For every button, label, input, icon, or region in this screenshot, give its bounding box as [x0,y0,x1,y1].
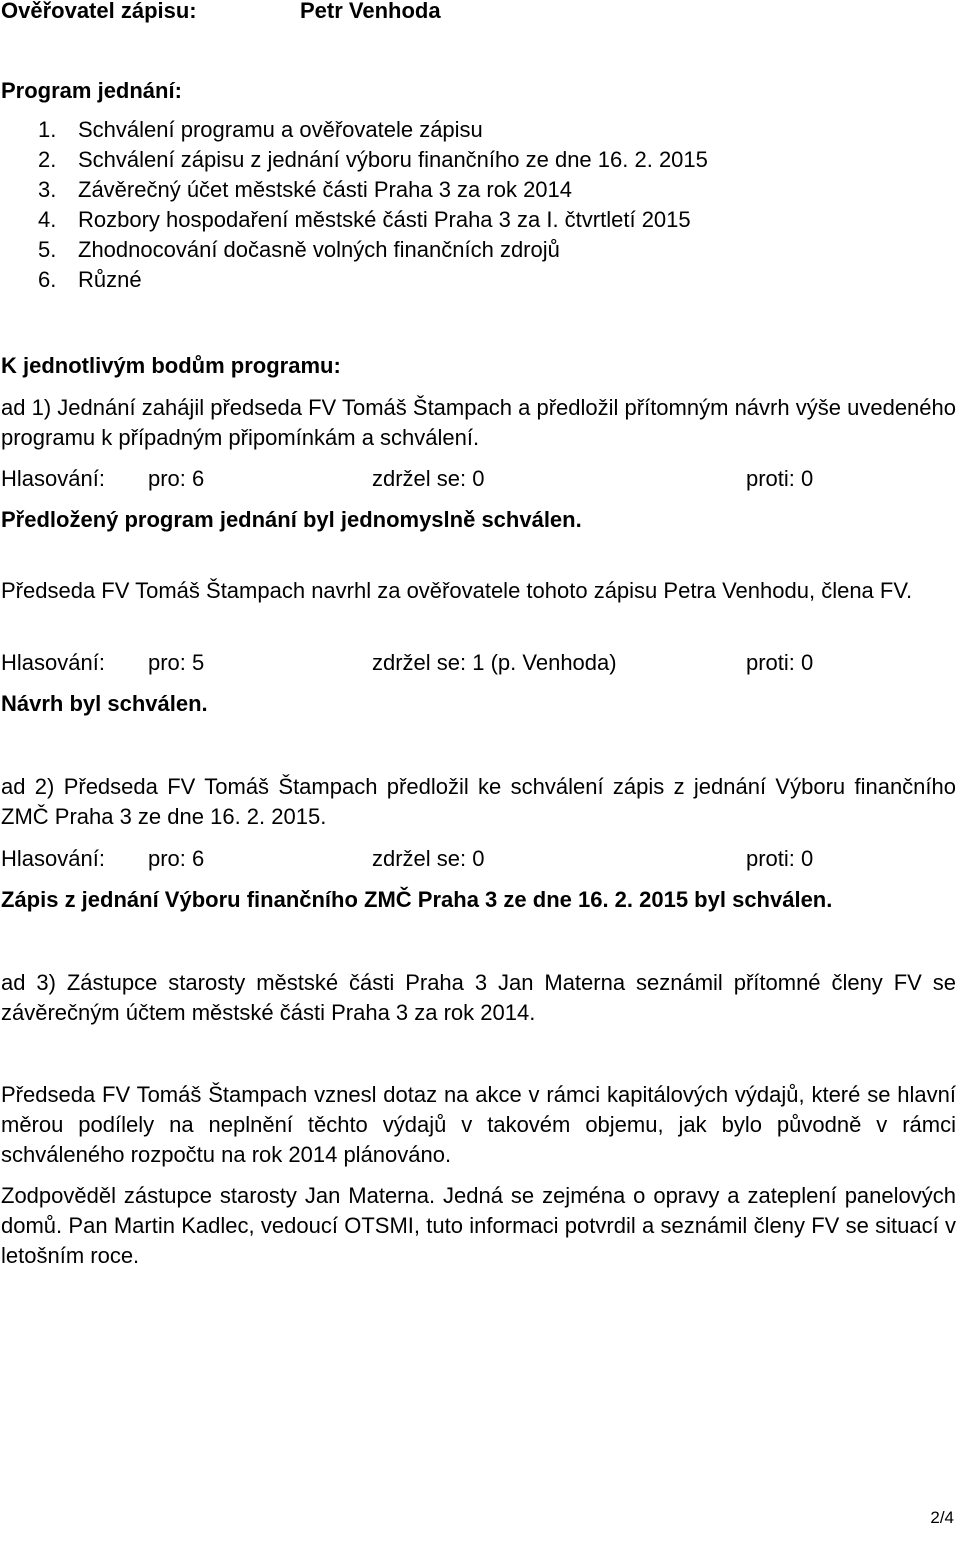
agenda-item-text: Závěrečný účet městské části Praha 3 za rok 2014 [78,177,573,202]
result-2: Návrh byl schválen. [1,691,208,716]
agenda-item-text: Různé [78,267,142,292]
answer-paragraph: Zodpověděl zástupce starosty Jan Materna. Jedná se zejména o opravy a zateplení panelových domů. Pan Martin Kadlec, vedoucí OTSMI, tuto informaci potvrdil a seznámil členy FV se situací v letošním roce. [1,1183,956,1268]
vote-abstain: zdržel se: 0 [372,466,485,491]
vote-against: proti: 0 [746,466,814,491]
page-number: 2/4 [930,1508,954,1527]
agenda-item-text: Schválení programu a ověřovatele zápisu [78,117,483,142]
vote-label: Hlasování: [1,846,105,871]
points-title: K jednotlivým bodům programu: [1,353,341,378]
vote-pro: pro: 6 [148,846,205,871]
vote-against: proti: 0 [746,650,814,675]
verifier-name: Petr Venhoda [300,0,441,23]
agenda-item-number: 2. [38,147,57,172]
agenda-list [38,115,708,295]
agenda-item [38,175,708,205]
agenda-item [38,265,708,295]
question-paragraph: Předseda FV Tomáš Štampach vznesl dotaz na akce v rámci kapitálových výdajů, které se hlavní měrou podílely na neplnění těchto výdajů v takovém objemu, jak bylo původně v rámci schváleného rozpočtu na rok 2014 plánováno. [1,1082,956,1167]
agenda-item-text: Zhodnocování dočasně volných finančních zdrojů [78,237,560,262]
ad3-paragraph: ad 3) Zástupce starosty městské části Praha 3 Jan Materna seznámil přítomné členy FV se závěrečným účtem městské části Praha 3 za rok 2014. [1,970,956,1025]
verifier-proposal-paragraph: Předseda FV Tomáš Štampach navrhl za ověřovatele tohoto zápisu Petra Venhodu, člena FV. [1,578,913,603]
agenda-item [38,145,708,175]
vote-pro: pro: 5 [148,650,205,675]
agenda-item-number: 5. [38,237,57,262]
vote-row-3 [1,844,956,874]
agenda-item [38,115,708,145]
agenda-item [38,205,708,235]
vote-abstain: zdržel se: 1 (p. Venhoda) [372,650,617,675]
agenda-item-number: 3. [38,177,57,202]
ad2-paragraph: ad 2) Předseda FV Tomáš Štampach předložil ke schválení zápis z jednání Výboru finančního ZMČ Praha 3 ze dne 16. 2. 2015. [1,774,956,829]
result-3: Zápis z jednání Výboru finančního ZMČ Praha 3 ze dne 16. 2. 2015 byl schválen. [1,887,833,912]
agenda-item-number: 6. [38,267,57,292]
agenda-title: Program jednání: [1,78,182,103]
agenda-item-number: 4. [38,207,57,232]
vote-pro: pro: 6 [148,466,205,491]
vote-row-1 [1,464,956,494]
vote-against: proti: 0 [746,846,814,871]
agenda-item-number: 1. [38,117,57,142]
vote-label: Hlasování: [1,650,105,675]
verifier-label: Ověřovatel zápisu: [1,0,197,23]
agenda-item-text: Schválení zápisu z jednání výboru finančního ze dne 16. 2. 2015 [78,147,708,172]
result-1: Předložený program jednání byl jednomyslně schválen. [1,507,582,532]
vote-label: Hlasování: [1,466,105,491]
vote-abstain: zdržel se: 0 [372,846,485,871]
agenda-item-text: Rozbory hospodaření městské části Praha 3 za I. čtvrtletí 2015 [78,207,691,232]
vote-row-2 [1,648,956,678]
ad1-paragraph: ad 1) Jednání zahájil předseda FV Tomáš Štampach a předložil přítomným návrh výše uvedeného programu k případným připomínkám a schválení. [1,395,956,450]
agenda-item [38,235,708,265]
